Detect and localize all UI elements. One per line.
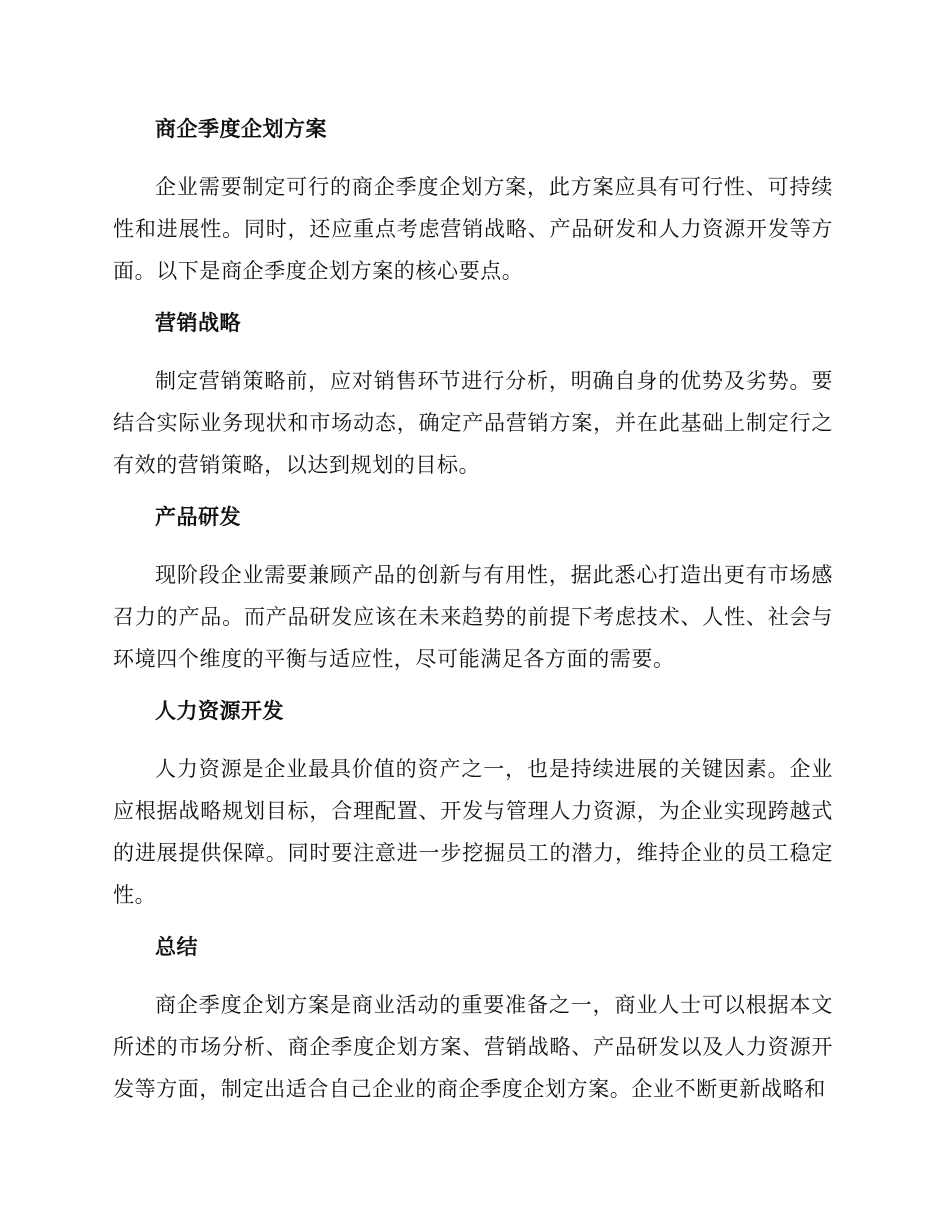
section-body-summary: 商企季度企划方案是商业活动的重要准备之一，商业人士可以根据本文所述的市场分析、商企季度企划方案、营销战略、产品研发以及人力资源开发等方面，制定出适合自己企业的商企季度企划方案。企业不断更新战略和 — [113, 993, 833, 1101]
section-heading-marketing: 营销战略 — [155, 311, 241, 335]
section-body-hr: 人力资源是企业最具价值的资产之一，也是持续进展的关键因素。企业应根据战略规划目标，合理配置、开发与管理人力资源，为企业实现跨越式的进展提供保障。同时要注意进一步挖掘员工的潜力，维持企业的员工稳定性。 — [113, 757, 833, 907]
section-heading-hr: 人力资源开发 — [155, 699, 284, 723]
section-heading-summary: 总结 — [155, 935, 198, 959]
section-body-product: 现阶段企业需要兼顾产品的创新与有用性，据此悉心打造出更有市场感召力的产品。而产品研发应该在未来趋势的前提下考虑技术、人性、社会与环境四个维度的平衡与适应性，尽可能满足各方面的需要。 — [113, 563, 833, 671]
section-body-marketing: 制定营销策略前，应对销售环节进行分析，明确自身的优势及劣势。要结合实际业务现状和市场动态，确定产品营销方案，并在此基础上制定行之有效的营销策略，以达到规划的目标。 — [113, 369, 833, 477]
document-title: 商企季度企划方案 — [155, 117, 327, 141]
section-heading-product: 产品研发 — [155, 505, 241, 529]
intro-paragraph: 企业需要制定可行的商企季度企划方案，此方案应具有可行性、可持续性和进展性。同时，还应重点考虑营销战略、产品研发和人力资源开发等方面。以下是商企季度企划方案的核心要点。 — [113, 175, 833, 283]
document-body — [113, 110, 833, 1122]
